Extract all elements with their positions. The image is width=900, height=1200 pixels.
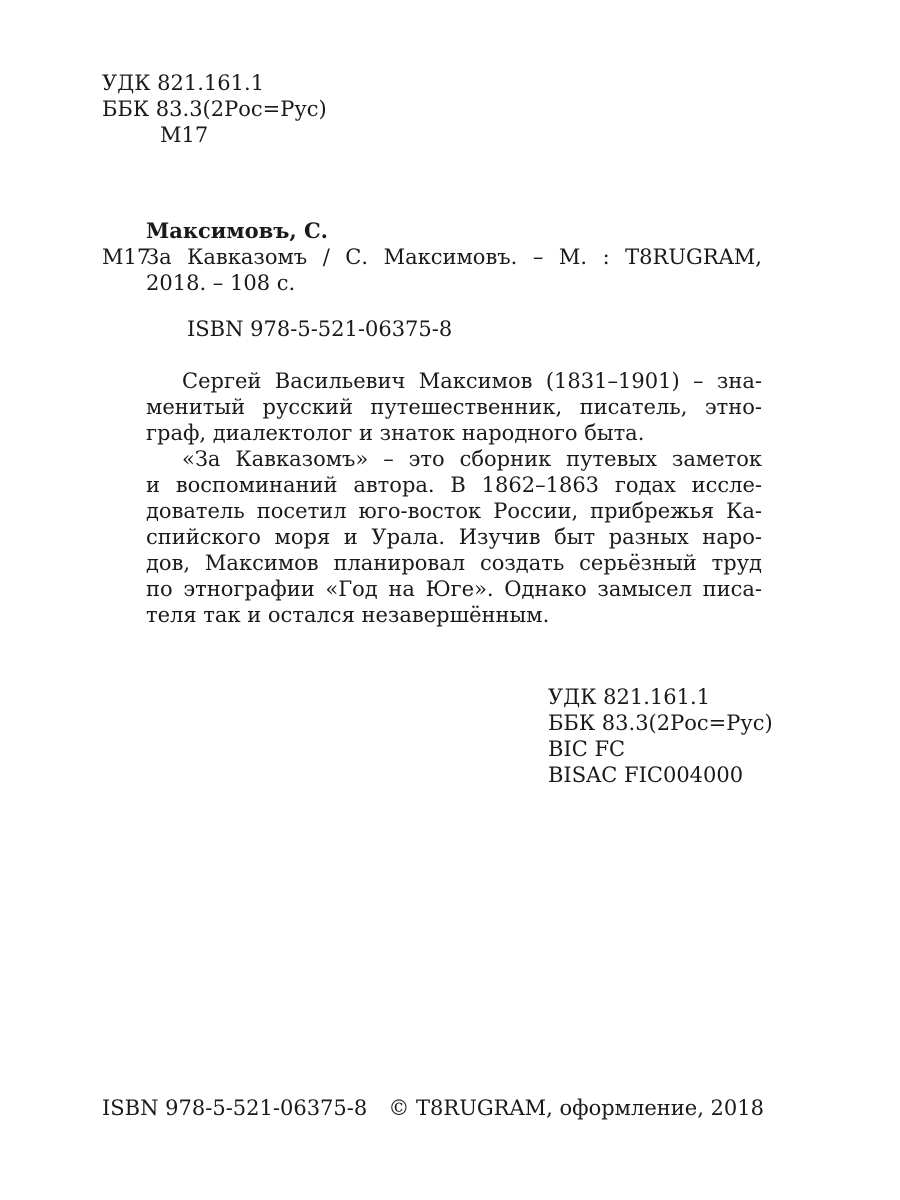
classification-codes-right bbox=[548, 684, 773, 788]
annotation-line: по этнографии «Год на Юге». Однако замысел писа- bbox=[146, 577, 762, 601]
annotation-line: спийского моря и Урала. Изучив быт разных наро- bbox=[146, 525, 762, 549]
bbk-code: ББК 83.3(2Рос=Рус) bbox=[102, 97, 327, 121]
classification-codes-top bbox=[102, 70, 327, 148]
annotation-line: Сергей Васильевич Максимов (1831–1901) – зна- bbox=[182, 369, 762, 393]
udk-code: УДК 821.161.1 bbox=[102, 71, 265, 95]
citation-line: 2018. – 108 с. bbox=[146, 271, 296, 295]
annotation-line: и воспоминаний автора. В 1862–1863 годах иссле- bbox=[146, 473, 762, 497]
annotation-line: «За Кавказомъ» – это сборник путевых заметок bbox=[182, 447, 762, 471]
bisac-code: BISAC FIC004000 bbox=[548, 763, 744, 787]
footer-isbn: ISBN 978-5-521-06375-8 bbox=[102, 1096, 368, 1120]
author-heading: Максимовъ, С. bbox=[146, 218, 328, 243]
copyright-notice: © T8RUGRAM, оформление, 2018 bbox=[388, 1096, 764, 1120]
footer bbox=[102, 1095, 764, 1121]
annotation-line: дователь посетил юго-восток России, прибрежья Ка- bbox=[146, 499, 762, 523]
author-mark: М17 bbox=[160, 123, 209, 147]
bic-code: BIC FC bbox=[548, 737, 626, 761]
annotation-line: менитый русский путешественник, писатель, этно- bbox=[146, 395, 762, 419]
isbn: ISBN 978-5-521-06375-8 bbox=[187, 317, 453, 341]
annotation bbox=[146, 368, 762, 628]
annotation-line: теля так и остался незавершённым. bbox=[146, 603, 550, 627]
annotation-line: граф, диалектолог и знаток народного быта. bbox=[146, 421, 645, 445]
annotation-line: дов, Максимов планировал создать серьёзный труд bbox=[146, 551, 762, 575]
bibliographic-citation bbox=[146, 244, 762, 296]
citation-line: За Кавказомъ / С. Максимовъ. – М. : T8RUGRAM, bbox=[146, 245, 762, 269]
citation-author-mark: М17 bbox=[102, 245, 151, 269]
bbk-code: ББК 83.3(2Рос=Рус) bbox=[548, 711, 773, 735]
udk-code: УДК 821.161.1 bbox=[548, 685, 711, 709]
